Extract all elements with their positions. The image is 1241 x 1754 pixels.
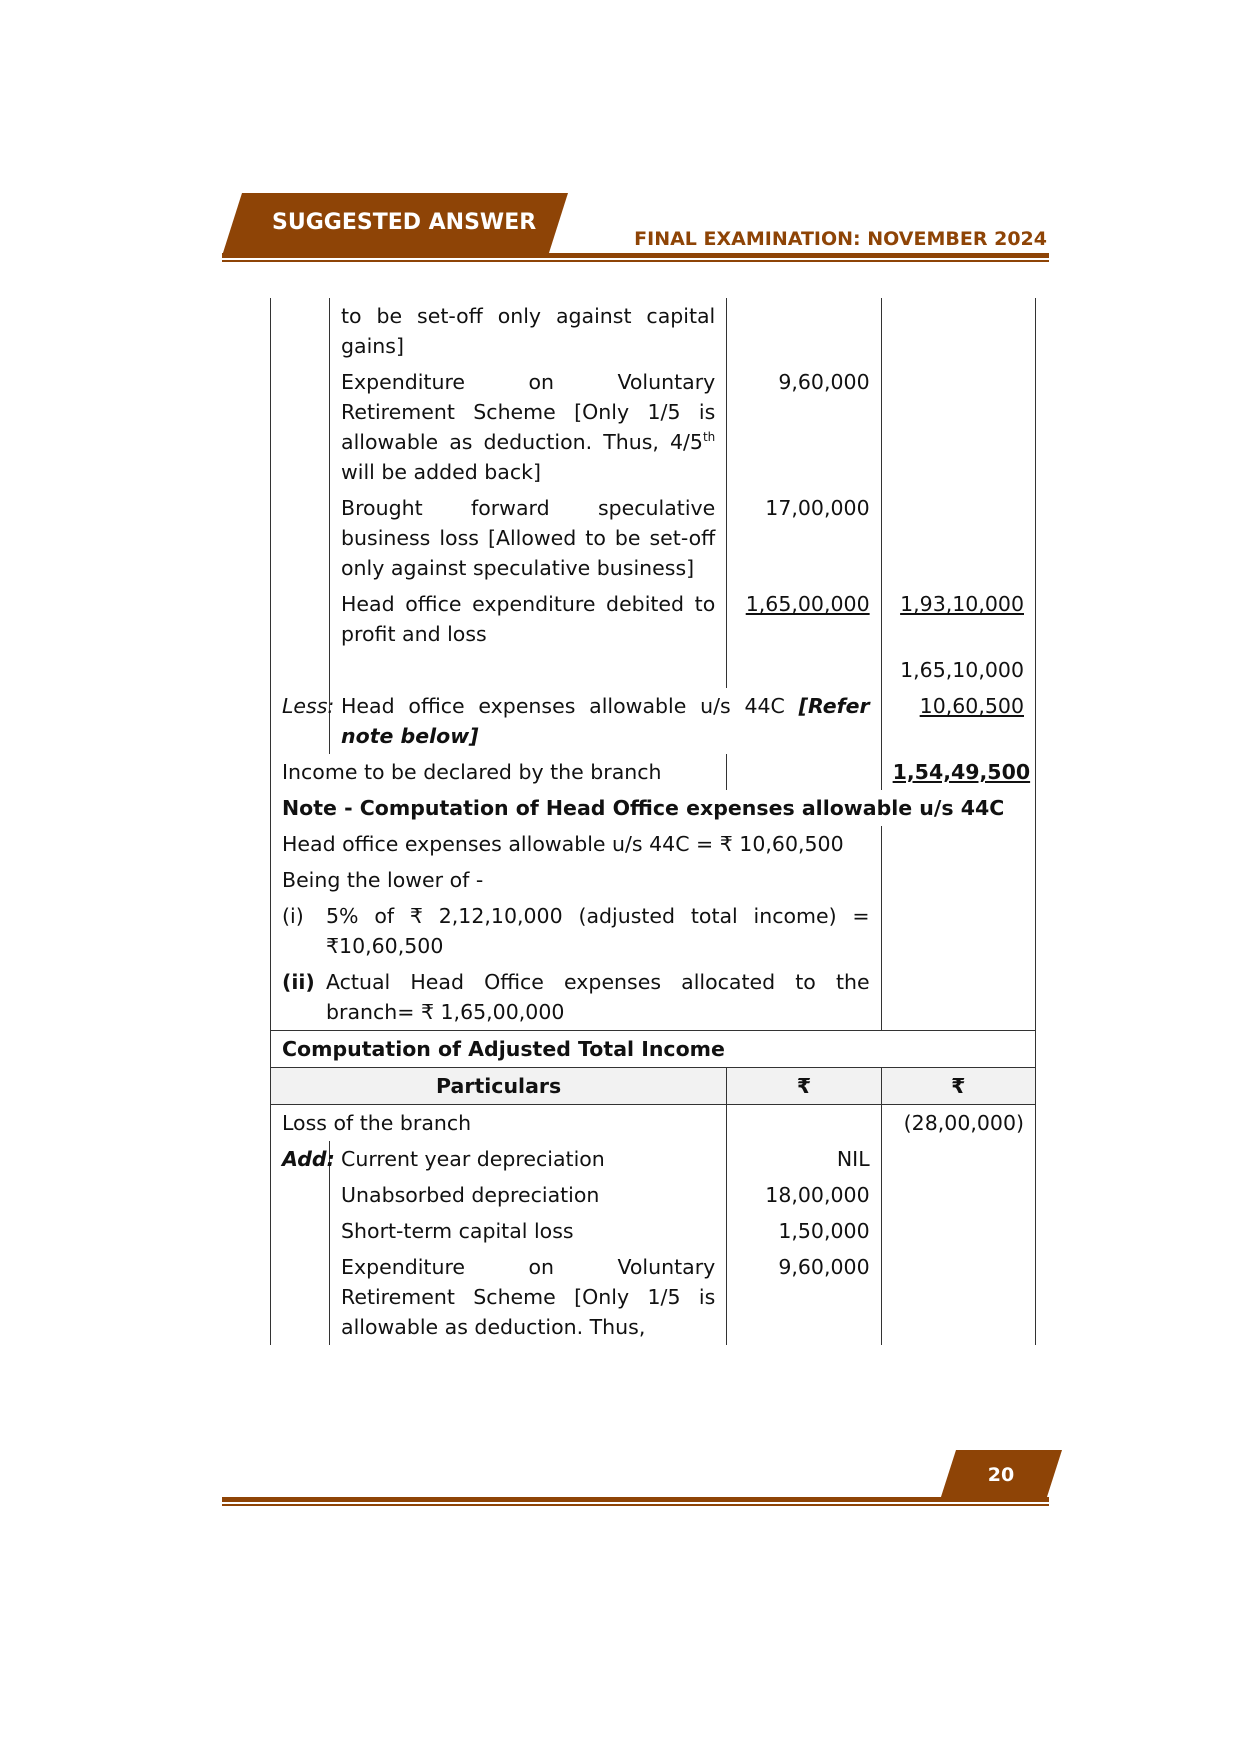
less-text: Head office expenses allowable u/s 44C [Refer note below] (330, 688, 882, 754)
table-row (271, 688, 1036, 754)
col-particulars: Particulars (271, 1068, 727, 1105)
ati-row-text: Unabsorbed depreciation (330, 1177, 727, 1213)
ati-title-row (271, 1031, 1036, 1068)
table-row (271, 1249, 1036, 1345)
row-vrs-text: Expenditure on Voluntary Retirement Scheme [Only 1/5 is allowable as deduction. Thus, 4/5th will be added back] (330, 364, 727, 490)
note-title-row (271, 790, 1036, 826)
loss-amount: (28,00,000) (881, 1105, 1035, 1142)
note-line1: Head office expenses allowable u/s 44C = ₹ 10,60,500 (271, 826, 882, 862)
row-spec-amount: 17,00,000 (727, 490, 881, 586)
table-row (271, 1177, 1036, 1213)
ati-title: Computation of Adjusted Total Income (271, 1031, 1036, 1068)
table-row (271, 364, 1036, 490)
header-rule-thin (222, 260, 1049, 262)
less-label: Less: (271, 688, 330, 754)
table-row (271, 298, 1036, 364)
header-tab-label: SUGGESTED ANSWER (272, 210, 537, 235)
ati-row-amount: 1,50,000 (727, 1213, 881, 1249)
col-amount1: ₹ (727, 1068, 881, 1105)
row-ho-total: 1,93,10,000 (900, 592, 1024, 616)
income-label: Income to be declared by the branch (271, 754, 727, 790)
row-vrs-amount: 9,60,000 (727, 364, 881, 490)
ati-row-amount: 18,00,000 (727, 1177, 881, 1213)
table-row (271, 1213, 1036, 1249)
table-row (271, 1105, 1036, 1142)
table-row (271, 754, 1036, 790)
row-ho-text: Head office expenditure debited to profit and loss (330, 586, 727, 652)
loss-label: Loss of the branch (271, 1105, 727, 1142)
note-title: Note - Computation of Head Office expenses allowable u/s 44C (271, 790, 1036, 826)
ati-row-text: Expenditure on Voluntary Retirement Scheme [Only 1/5 is allowable as deduction. Thus, (330, 1249, 727, 1345)
less-amount: 10,60,500 (919, 694, 1024, 718)
exam-title: FINAL EXAMINATION: NOVEMBER 2024 (634, 228, 1047, 250)
row-spec-text: Brought forward speculative business loss [Allowed to be set-off only against speculative business] (330, 490, 727, 586)
table-row (271, 826, 1036, 862)
ati-row-amount: 9,60,000 (727, 1249, 881, 1345)
note-item1: (i) 5% of ₹ 2,12,10,000 (adjusted total income) = ₹10,60,500 (271, 898, 882, 964)
footer-rule (222, 1497, 1049, 1502)
table-row (271, 964, 1036, 1031)
income-amount: 1,54,49,500 (892, 760, 1031, 784)
add-label: Add: (271, 1141, 330, 1177)
note-item2: (ii) Actual Head Office expenses allocated to the branch= ₹ 1,65,00,000 (271, 964, 882, 1031)
table-row (271, 1141, 1036, 1177)
table-row (271, 586, 1036, 652)
ati-header-row (271, 1068, 1036, 1105)
table-row (271, 862, 1036, 898)
row-stcg-text: to be set-off only against capital gains] (330, 298, 727, 364)
computation-table (270, 298, 1036, 1345)
subtotal: 1,65,10,000 (881, 652, 1035, 688)
table-row (271, 898, 1036, 964)
page-number: 20 (987, 1464, 1015, 1486)
header-rule (222, 253, 1049, 258)
ati-row-amount: NIL (727, 1141, 881, 1177)
row-ho-amount: 1,65,00,000 (745, 592, 870, 616)
ati-row-text: Current year depreciation (330, 1141, 727, 1177)
table-row (271, 652, 1036, 688)
footer-rule-thin (222, 1504, 1049, 1506)
ati-row-text: Short-term capital loss (330, 1213, 727, 1249)
col-amount2: ₹ (881, 1068, 1035, 1105)
note-line2: Being the lower of - (271, 862, 882, 898)
table-row (271, 490, 1036, 586)
